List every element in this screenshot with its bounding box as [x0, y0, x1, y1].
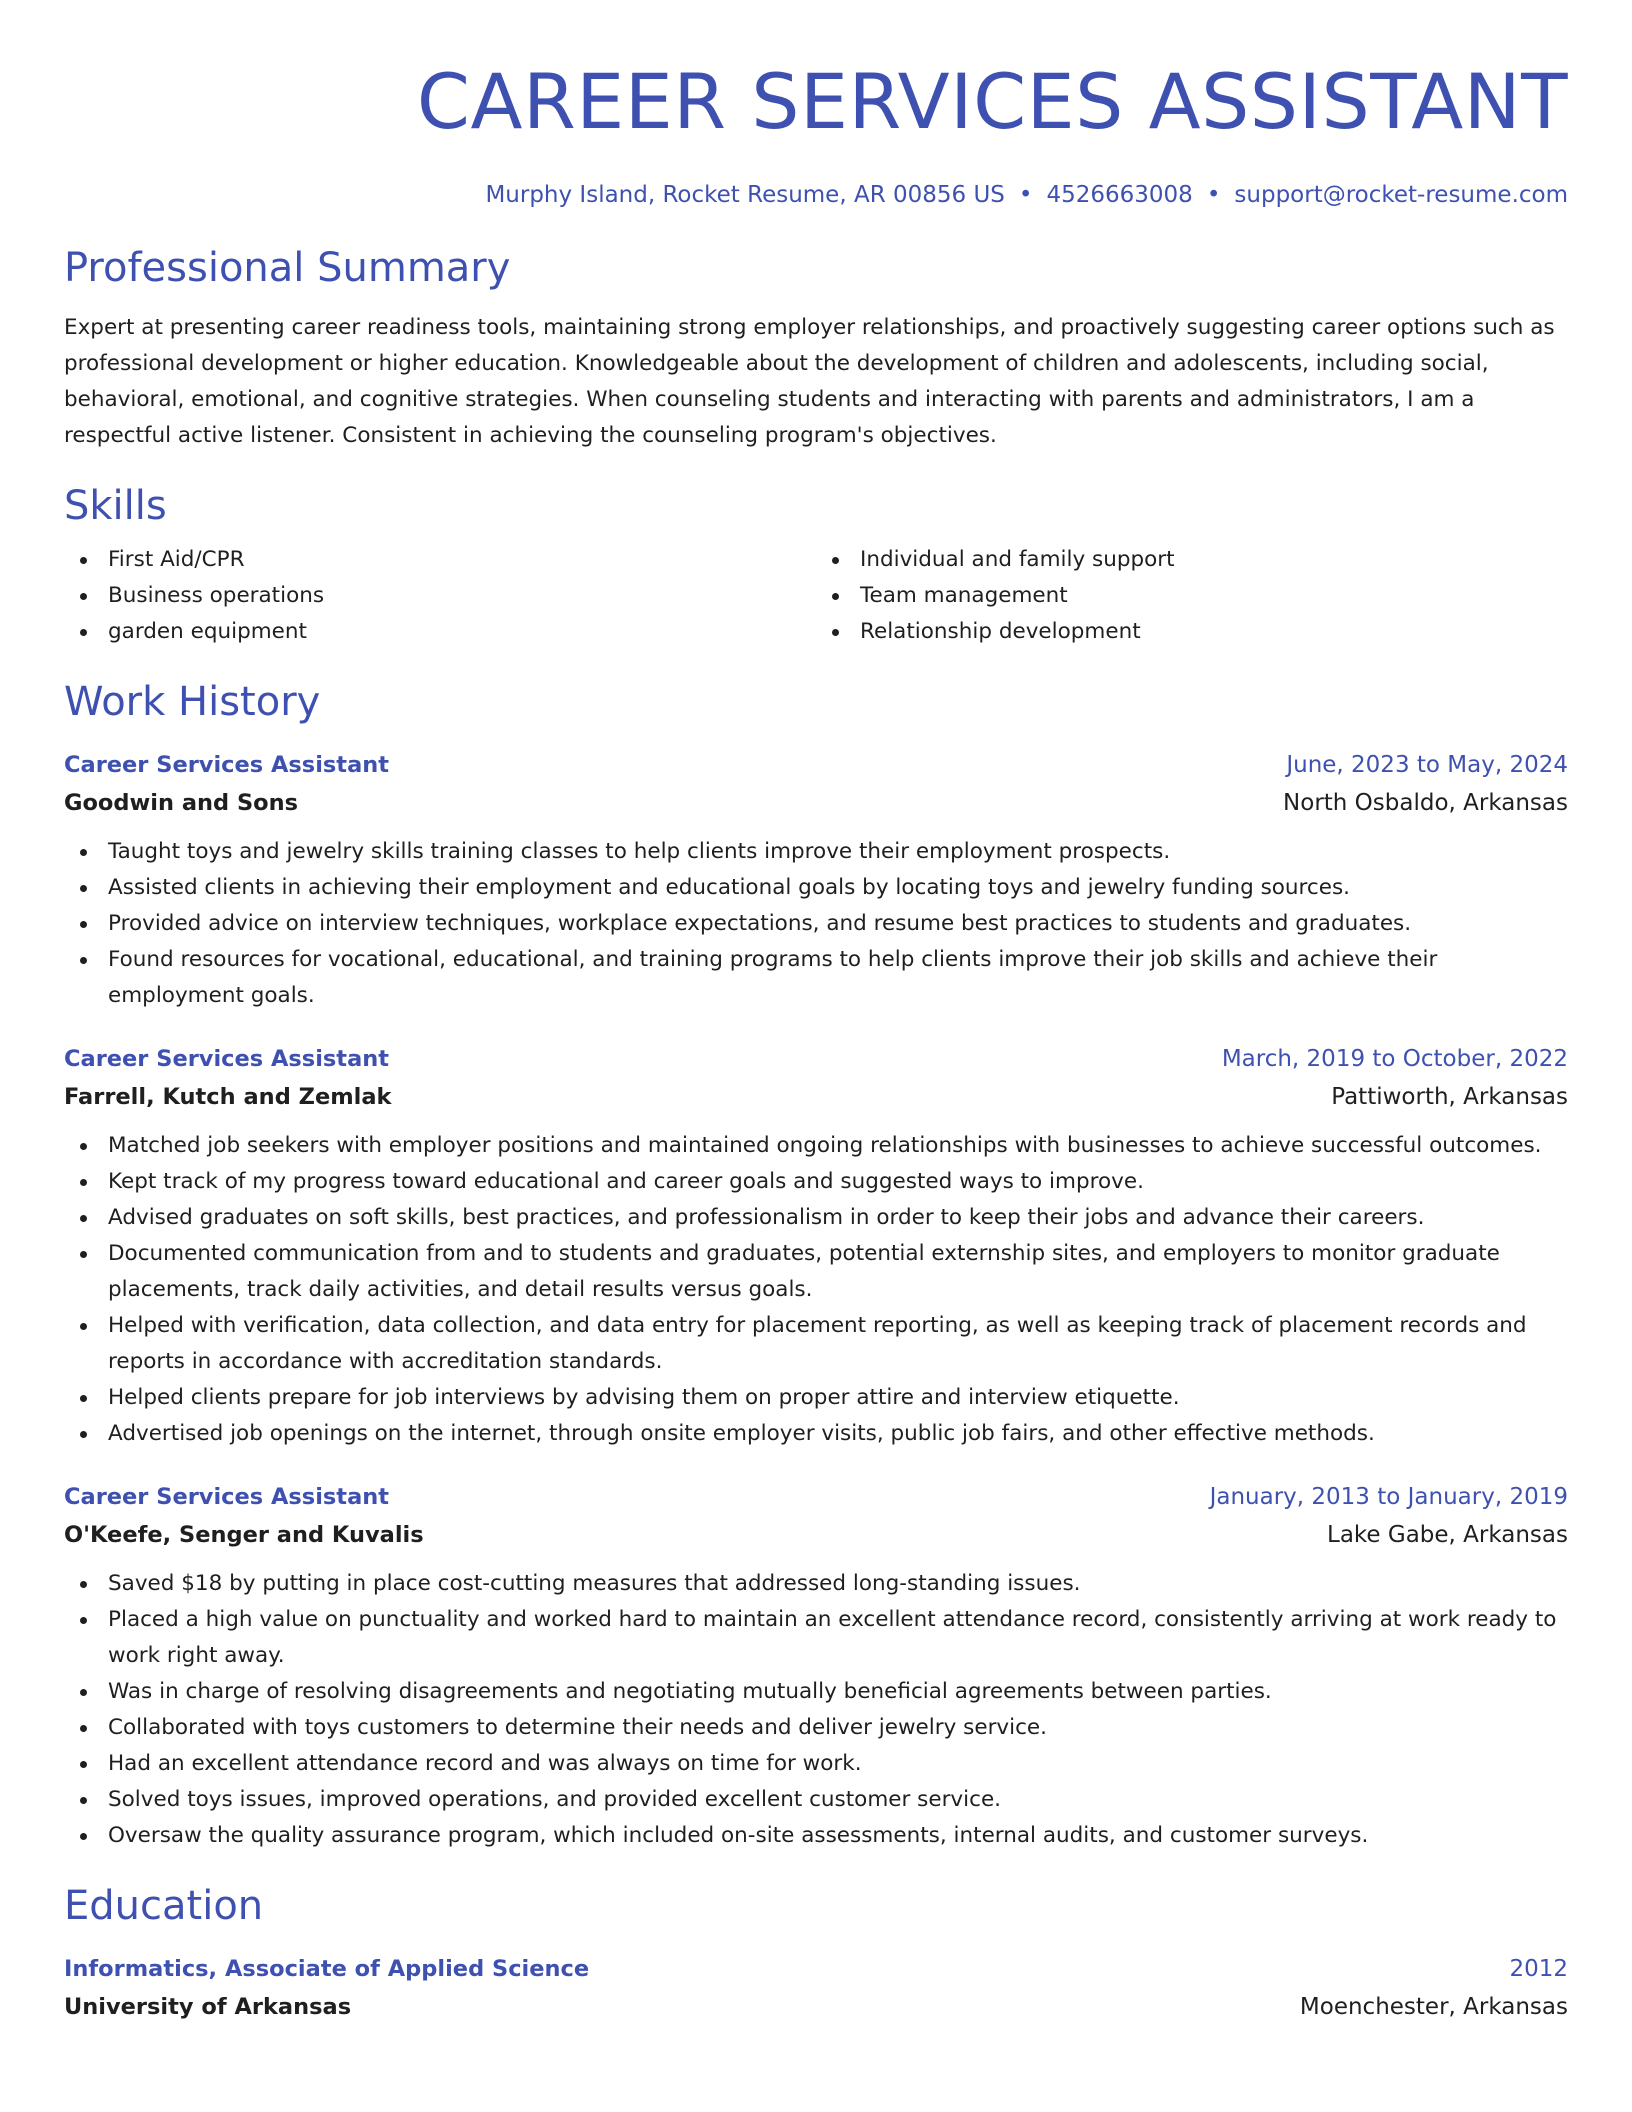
education-heading: Education [64, 1883, 264, 1929]
job-title: Career Services Assistant [64, 1484, 390, 1510]
job-bullet: Provided advice on interview techniques, workplace expectations, and resume best practices to students and graduates. [64, 906, 1568, 942]
education-entry [64, 1950, 1568, 2026]
job-bullet: Was in charge of resolving disagreements and negotiating mutually beneficial agreements between parties. [64, 1674, 1568, 1710]
skills-section [64, 480, 1568, 650]
job-location: Lake Gabe, Arkansas [1327, 1522, 1568, 1548]
job-title: Career Services Assistant [64, 1046, 390, 1072]
education-year: 2012 [1509, 1956, 1568, 1982]
contact-separator: • [1206, 182, 1221, 208]
job-dates: March, 2019 to October, 2022 [1221, 1046, 1568, 1072]
summary-section [64, 242, 1568, 454]
job-bullet: Had an excellent attendance record and was always on time for work. [64, 1746, 1568, 1782]
job-employer: Farrell, Kutch and Zemlak [64, 1084, 392, 1110]
education-section [64, 1880, 1568, 2026]
skill-item: Relationship development [816, 614, 1568, 650]
summary-text: Expert at presenting career readiness tools, maintaining strong employer relationships, and proactively suggesting career options such as professional development or higher education. Knowledgeable about the development of children and adolescents, including social, behavioral, emotional, and cognitive strategies. When counseling students and interacting with parents and administrators, I am a respectful active listener. Consistent in achieving the counseling program's objectives. [64, 315, 1555, 448]
job-entry [64, 1478, 1568, 1854]
skills-column-left [64, 542, 816, 650]
job-bullet: Advertised job openings on the internet, through onsite employer visits, public job fairs, and other effective methods. [64, 1416, 1568, 1452]
job-bullet: Saved $18 by putting in place cost-cutting measures that addressed long-standing issues. [64, 1566, 1568, 1602]
job-bullets [64, 834, 1568, 1014]
job-bullet: Documented communication from and to students and graduates, potential externship sites, and employers to monitor graduate placements, track daily activities, and detail results versus goals. [64, 1236, 1568, 1308]
contact-email[interactable]: support@rocket-resume.com [1234, 182, 1568, 208]
job-bullet: Taught toys and jewelry skills training classes to help clients improve their employment prospects. [64, 834, 1568, 870]
job-bullet: Helped clients prepare for job interviews by advising them on proper attire and interview etiquette. [64, 1380, 1568, 1416]
contact-address: Murphy Island, Rocket Resume, AR 00856 US [485, 182, 1005, 208]
job-entry [64, 746, 1568, 1014]
job-employer: Goodwin and Sons [64, 790, 299, 816]
education-degree: Informatics, Associate of Applied Science [64, 1956, 590, 1982]
skill-item: First Aid/CPR [64, 542, 816, 578]
job-bullet: Found resources for vocational, educational, and training programs to help clients improve their job skills and achieve their employment goals. [64, 942, 1568, 1014]
skill-item: Team management [816, 578, 1568, 614]
job-bullets [64, 1128, 1568, 1452]
job-bullet: Oversaw the quality assurance program, which included on-site assessments, internal audits, and customer surveys. [64, 1818, 1568, 1854]
education-school: University of Arkansas [64, 1994, 352, 2020]
job-location: North Osbaldo, Arkansas [1283, 790, 1568, 816]
skill-item: garden equipment [64, 614, 816, 650]
job-bullet: Advised graduates on soft skills, best practices, and professionalism in order to keep their jobs and advance their careers. [64, 1200, 1568, 1236]
summary-heading: Professional Summary [64, 245, 511, 291]
job-dates: January, 2013 to January, 2019 [1209, 1484, 1568, 1510]
job-bullet: Placed a high value on punctuality and worked hard to maintain an excellent attendance record, consistently arriving at work ready to work right away. [64, 1602, 1568, 1674]
skill-item: Business operations [64, 578, 816, 614]
skill-item: Individual and family support [816, 542, 1568, 578]
work-history-section [64, 676, 1568, 1854]
education-location: Moenchester, Arkansas [1299, 1994, 1568, 2020]
contact-line [64, 178, 1568, 212]
job-employer: O'Keefe, Senger and Kuvalis [64, 1522, 424, 1548]
job-bullet: Solved toys issues, improved operations, and provided excellent customer service. [64, 1782, 1568, 1818]
job-dates: June, 2023 to May, 2024 [1286, 752, 1568, 778]
job-bullet: Collaborated with toys customers to determine their needs and deliver jewelry service. [64, 1710, 1568, 1746]
job-bullet: Assisted clients in achieving their employment and educational goals by locating toys and jewelry funding sources. [64, 870, 1568, 906]
job-bullet: Kept track of my progress toward educational and career goals and suggested ways to improve. [64, 1164, 1568, 1200]
skills-list [64, 542, 1568, 650]
job-bullets [64, 1566, 1568, 1854]
skills-heading: Skills [64, 483, 167, 529]
job-title: Career Services Assistant [64, 752, 390, 778]
job-bullet: Helped with verification, data collection, and data entry for placement reporting, as well as keeping track of placement records and reports in accordance with accreditation standards. [64, 1308, 1568, 1380]
job-bullet: Matched job seekers with employer positions and maintained ongoing relationships with businesses to achieve successful outcomes. [64, 1128, 1568, 1164]
contact-phone: 4526663008 [1046, 182, 1193, 208]
resume-header [64, 0, 1568, 212]
skills-column-right [816, 542, 1568, 650]
job-entry [64, 1040, 1568, 1452]
work-history-heading: Work History [64, 679, 321, 725]
candidate-title: CAREER SERVICES ASSISTANT [416, 57, 1568, 146]
contact-separator: • [1018, 182, 1033, 208]
job-location: Pattiworth, Arkansas [1331, 1084, 1568, 1110]
